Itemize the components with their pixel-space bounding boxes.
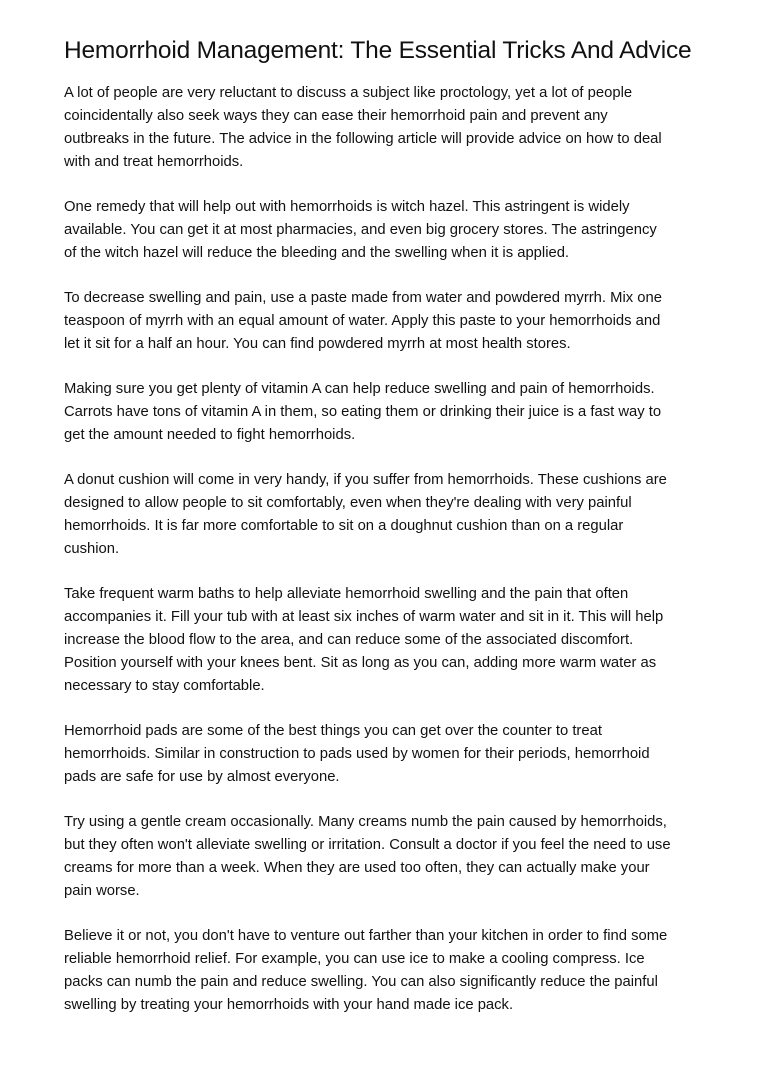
paragraph-line: One remedy that will help out with hemorrhoids is witch hazel. This astringent is widely xyxy=(64,199,630,215)
paragraph-line: pain worse. xyxy=(64,883,140,899)
document-title: Hemorrhoid Management: The Essential Tricks And Advice xyxy=(64,37,692,64)
paragraph-line: reliable hemorrhoid relief. For example, you can use ice to make a cooling compress. Ice xyxy=(64,951,645,967)
paragraph xyxy=(64,378,712,447)
paragraph-line: creams for more than a week. When they are used too often, they can actually make your xyxy=(64,860,650,876)
paragraph-line: necessary to stay comfortable. xyxy=(64,678,265,694)
paragraph xyxy=(64,811,712,903)
paragraph-line: get the amount needed to fight hemorrhoids. xyxy=(64,427,356,443)
paragraph-line: hemorrhoids. It is far more comfortable to sit on a doughnut cushion than on a regular xyxy=(64,518,624,534)
paragraph-line: designed to allow people to sit comfortably, even when they're dealing with very painful xyxy=(64,495,632,511)
paragraph-line: Take frequent warm baths to help alleviate hemorrhoid swelling and the pain that often xyxy=(64,586,629,602)
paragraph-line: let it sit for a half an hour. You can find powdered myrrh at most health stores. xyxy=(64,336,571,352)
paragraph xyxy=(64,469,712,561)
paragraph-line: Hemorrhoid pads are some of the best things you can get over the counter to treat xyxy=(64,723,602,739)
paragraph-line: increase the blood flow to the area, and can reduce some of the associated discomfort. xyxy=(64,632,634,648)
paragraph-line: with and treat hemorrhoids. xyxy=(64,154,244,170)
paragraph-line: outbreaks in the future. The advice in the following article will provide advice on how to deal xyxy=(64,131,662,147)
document-body xyxy=(64,82,712,1017)
paragraph xyxy=(64,82,712,174)
paragraph-line: A donut cushion will come in very handy, if you suffer from hemorrhoids. These cushions are xyxy=(64,472,667,488)
paragraph-line: swelling by treating your hemorrhoids with your hand made ice pack. xyxy=(64,997,514,1013)
paragraph xyxy=(64,287,712,356)
paragraph-line: Believe it or not, you don't have to venture out farther than your kitchen in order to find some xyxy=(64,928,668,944)
paragraph-line: cushion. xyxy=(64,541,120,557)
paragraph-line: A lot of people are very reluctant to discuss a subject like proctology, yet a lot of people xyxy=(64,85,633,101)
paragraph-line: teaspoon of myrrh with an equal amount of water. Apply this paste to your hemorrhoids and xyxy=(64,313,661,329)
paragraph-line: available. You can get it at most pharmacies, and even big grocery stores. The astringency xyxy=(64,222,657,238)
paragraph-line: Position yourself with your knees bent. Sit as long as you can, adding more warm water as xyxy=(64,655,657,671)
paragraph xyxy=(64,720,712,789)
paragraph-line: packs can numb the pain and reduce swelling. You can also significantly reduce the painful xyxy=(64,974,658,990)
paragraph-line: pads are safe for use by almost everyone. xyxy=(64,769,340,785)
paragraph-line: coincidentally also seek ways they can ease their hemorrhoid pain and prevent any xyxy=(64,108,608,124)
paragraph-line: but they often won't alleviate swelling or irritation. Consult a doctor if you feel the need to use xyxy=(64,837,671,853)
paragraph xyxy=(64,925,712,1017)
paragraph-line: Carrots have tons of vitamin A in them, so eating them or drinking their juice is a fast way to xyxy=(64,404,662,420)
paragraph-line: of the witch hazel will reduce the bleeding and the swelling when it is applied. xyxy=(64,245,570,261)
paragraph xyxy=(64,196,712,265)
paragraph-line: accompanies it. Fill your tub with at least six inches of warm water and sit in it. This will help xyxy=(64,609,664,625)
paragraph xyxy=(64,583,712,698)
paragraph-line: Try using a gentle cream occasionally. Many creams numb the pain caused by hemorrhoids, xyxy=(64,814,667,830)
paragraph-line: To decrease swelling and pain, use a paste made from water and powdered myrrh. Mix one xyxy=(64,290,662,306)
paragraph-line: hemorrhoids. Similar in construction to pads used by women for their periods, hemorrhoid xyxy=(64,746,650,762)
paragraph-line: Making sure you get plenty of vitamin A can help reduce swelling and pain of hemorrhoids. xyxy=(64,381,655,397)
